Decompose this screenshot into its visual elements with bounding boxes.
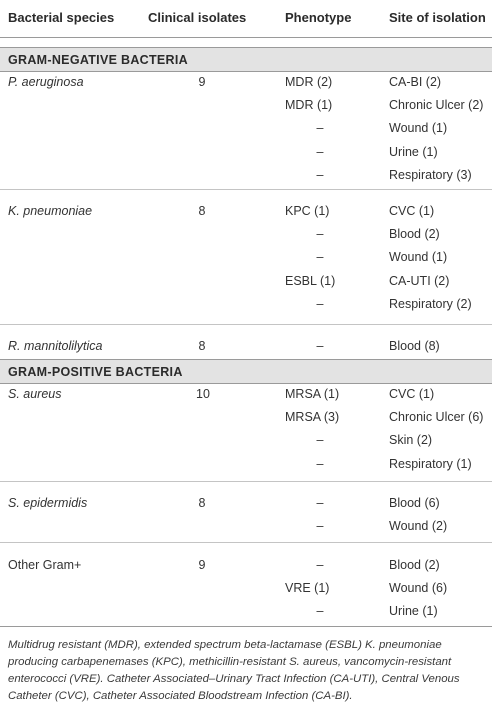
phenotype-cell: MDR (2) xyxy=(285,75,333,89)
group-r-mannitolilytica xyxy=(0,335,492,360)
table-row xyxy=(0,200,492,223)
phenotype-cell: MRSA (1) xyxy=(285,387,340,401)
phenotype-cell: – xyxy=(316,433,324,448)
section-gram-positive xyxy=(0,359,492,384)
group-s-epidermidis xyxy=(0,492,492,543)
table-row xyxy=(0,453,492,476)
phenotype-cell: MRSA (3) xyxy=(285,410,340,425)
site-cell: Wound (6) xyxy=(389,581,448,596)
phenotype-cell: – xyxy=(316,144,324,159)
table-row xyxy=(0,94,492,117)
site-cell: Respiratory (1) xyxy=(389,456,472,471)
site-cell: Blood (8) xyxy=(389,339,440,353)
site-cell: Urine (1) xyxy=(389,604,438,619)
species-name: R. mannitolilytica xyxy=(8,339,103,353)
species-name: Other Gram+ xyxy=(8,558,82,572)
group-other-gram-positive xyxy=(0,554,492,626)
table-row xyxy=(0,71,492,94)
section-gram-negative xyxy=(0,47,492,72)
isolates-count: 8 xyxy=(198,496,206,510)
header-site-of-isolation: Site of isolation xyxy=(389,10,486,25)
site-cell: CVC (1) xyxy=(389,387,435,401)
isolates-count: 8 xyxy=(198,339,206,353)
phenotype-cell: – xyxy=(316,250,324,265)
phenotype-cell: – xyxy=(316,167,324,182)
phenotype-cell: – xyxy=(316,121,324,136)
table-row xyxy=(0,600,492,623)
table-row xyxy=(0,554,492,577)
table-row xyxy=(0,270,492,293)
site-cell: Skin (2) xyxy=(389,433,433,448)
site-cell: Wound (1) xyxy=(389,121,448,136)
isolates-count: 8 xyxy=(198,204,206,218)
group-k-pneumoniae xyxy=(0,200,492,325)
species-name: S. epidermidis xyxy=(8,496,88,510)
phenotype-cell: – xyxy=(316,558,324,572)
site-cell: Respiratory (3) xyxy=(389,167,472,182)
table-header xyxy=(0,0,492,38)
table-row xyxy=(0,223,492,246)
site-cell: Wound (2) xyxy=(389,519,448,534)
table-row xyxy=(0,515,492,538)
isolates-count: 10 xyxy=(196,387,210,401)
phenotype-cell: ESBL (1) xyxy=(285,273,336,288)
species-name: S. aureus xyxy=(8,387,62,401)
site-cell: Wound (1) xyxy=(389,250,448,265)
table-row xyxy=(0,383,492,406)
isolates-count: 9 xyxy=(198,75,206,89)
table-row xyxy=(0,406,492,429)
phenotype-cell: – xyxy=(316,519,324,534)
species-name: K. pneumoniae xyxy=(8,204,93,218)
table-row xyxy=(0,141,492,164)
table-row xyxy=(0,577,492,600)
group-p-aeruginosa xyxy=(0,71,492,190)
site-cell: Respiratory (2) xyxy=(389,296,472,311)
footnote-text: Multidrug resistant (MDR), extended spectrum beta-lactamase (ESBL) K. pneumoniae producing carbapenemases (KPC), methicillin-resistant S. aureus, vancomycin-resistant enterococci (VRE). Catheter Associated–Urinary Tract Infection (CA-UTI), Central Venous Catheter (CVC), Catheter Associated Bloodstream Infection (CA-BI). xyxy=(8,639,460,702)
phenotype-cell: – xyxy=(316,227,324,242)
site-cell: CA-BI (2) xyxy=(389,75,442,89)
table-row xyxy=(0,429,492,452)
site-cell: CVC (1) xyxy=(389,204,435,218)
header-phenotype: Phenotype xyxy=(285,10,352,25)
species-name: P. aeruginosa xyxy=(8,75,84,89)
site-cell: CA-UTI (2) xyxy=(389,273,450,288)
site-cell: Chronic Ulcer (2) xyxy=(389,98,484,113)
phenotype-cell: – xyxy=(316,339,324,353)
table-row xyxy=(0,293,492,316)
table-row xyxy=(0,246,492,269)
table-row xyxy=(0,335,492,358)
table-row xyxy=(0,117,492,140)
group-s-aureus xyxy=(0,383,492,482)
table-row xyxy=(0,492,492,515)
table-footnote xyxy=(0,626,492,709)
section-title: GRAM-POSITIVE BACTERIA xyxy=(8,365,183,379)
site-cell: Blood (2) xyxy=(389,227,440,242)
site-cell: Blood (2) xyxy=(389,558,440,572)
phenotype-cell: – xyxy=(316,604,324,619)
phenotype-cell: – xyxy=(316,496,324,510)
section-title: GRAM-NEGATIVE BACTERIA xyxy=(8,53,188,67)
isolates-count: 9 xyxy=(198,558,206,572)
site-cell: Chronic Ulcer (6) xyxy=(389,410,484,425)
phenotype-cell: – xyxy=(316,296,324,311)
phenotype-cell: VRE (1) xyxy=(285,581,330,596)
phenotype-cell: – xyxy=(316,456,324,471)
phenotype-cell: KPC (1) xyxy=(285,204,330,218)
phenotype-cell: MDR (1) xyxy=(285,98,333,113)
table-row xyxy=(0,164,492,187)
header-clinical-isolates: Clinical isolates xyxy=(148,10,247,25)
site-cell: Blood (6) xyxy=(389,496,440,510)
site-cell: Urine (1) xyxy=(389,144,438,159)
header-bacterial-species: Bacterial species xyxy=(8,10,115,25)
